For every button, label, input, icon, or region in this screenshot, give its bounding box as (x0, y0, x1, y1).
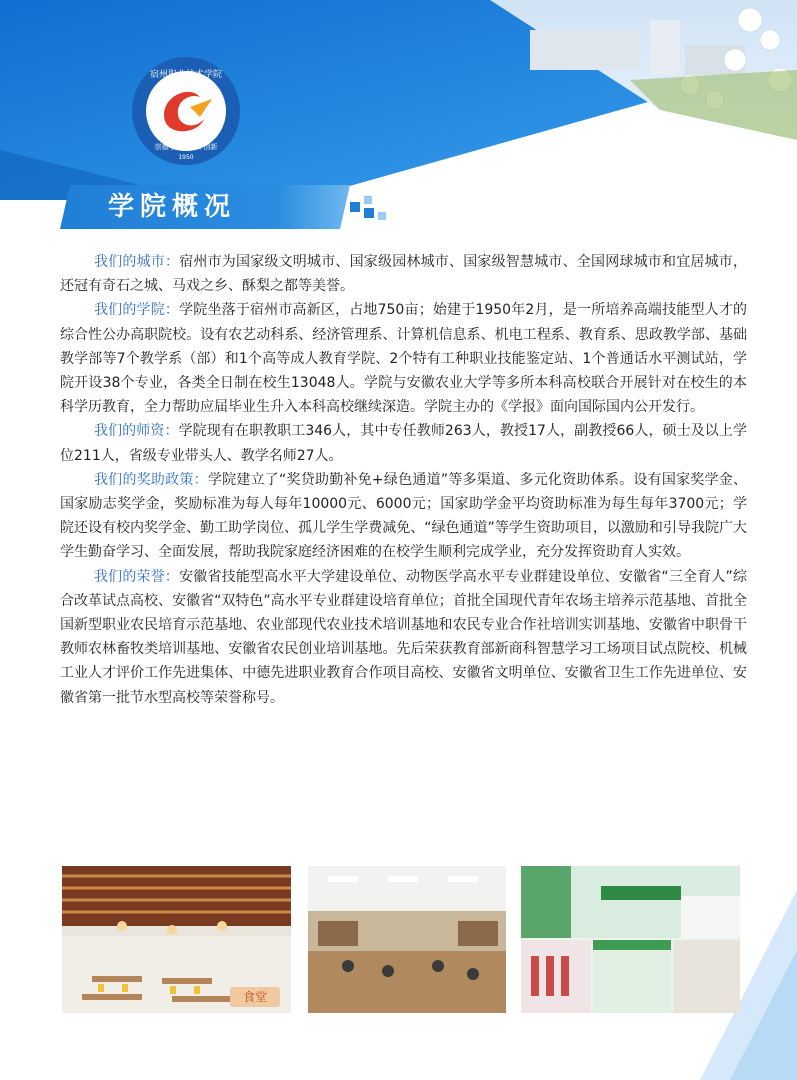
section-title: 学院概况 (108, 192, 237, 222)
decorative-squares (350, 196, 390, 226)
text-city: 宿州市为国家级文明城市、国家级园林城市、国家级智慧城市、全国网球城市和宜居城市，还冠有奇石之城、马戏之乡、酥梨之都等美誉。 (60, 254, 748, 295)
paragraph-faculty (60, 419, 747, 467)
intro-body (60, 250, 747, 710)
library-image (308, 866, 506, 1013)
paragraph-aid-policy (60, 468, 747, 565)
logo-name: 宿州职业技术学院 (149, 70, 223, 80)
campus-photo (490, 0, 797, 140)
photo-library (308, 866, 506, 1013)
text-aid-policy: 学院建立了“奖贷助勤补免+绿色通道”等多渠道、多元化资助体系。设有国家奖学金、国家励志奖学金，奖励标准为每人每年10000元、6000元；国家助学金平均资助标准为每生每年3700元；学院还设有校内奖学金、勤工助学岗位、孤儿学生学费减免、“绿色通道”等学生资助项目，以激励和引导我院广大学生勤奋学习、全面发展，帮助我院家庭经济困难的在校学生顺利完成学业，充分发挥资助育人实效。 (60, 471, 748, 561)
photo-cafeteria (62, 866, 291, 1013)
label-honors: 我们的荣誉： (94, 568, 180, 585)
label-college: 我们的学院： (94, 302, 180, 319)
logo-year: 1950 (178, 154, 194, 161)
text-faculty: 学院现有在职教职工346人，其中专任教师263人，教授17人，副教授66人，硕士及以上学位211人，省级专业带头人、教学名师27人。 (60, 423, 747, 464)
training-center-image (521, 866, 740, 1013)
label-aid-policy: 我们的奖助政策： (94, 471, 208, 488)
logo-motto: 崇德 勤业 求知 创新 (154, 143, 218, 151)
label-city: 我们的城市： (94, 254, 180, 270)
text-honors: 安徽省技能型高水平大学建设单位、动物医学高水平专业群建设单位、安徽省“三全育人”综合改革试点高校、安徽省“双特色”高水平专业群建设培育单位；首批全国现代青年农场主培养示范基地、首批全国新型职业农民培育示范基地、农业部现代农业技术培训基地和农民专业合作社培训实训基地、安徽省中职骨干教师农林畜牧类培训基地、安徽省农民创业培训基地。先后荣获教育部新商科智慧学习工场项目试点院校、机械工业人才评价工作先进集体、中德先进职业教育合作项目高校、安徽省文明单位、安徽省卫生工作先进单位、安徽省第一批节水型高校等荣誉称号。 (60, 568, 747, 706)
photo-caption-cafeteria: 食堂 (230, 987, 280, 1007)
label-faculty: 我们的师资： (94, 423, 179, 440)
paragraph-city (60, 250, 747, 298)
photo-training-center (521, 866, 740, 1013)
college-logo (130, 55, 242, 167)
paragraph-honors (60, 565, 747, 710)
text-college: 学院坐落于宿州市高新区，占地750亩；始建于1950年2月，是一所培养高端技能型人才的综合性公办高职院校。设有农艺动科系、经济管理系、计算机信息系、机电工程系、教育系、思政教学部、基础教学部等7个教学系（部）和1个高等成人教育学院、2个特有工种职业技能鉴定站、1个普通话水平测试站，学院开设38个专业，各类全日制在校生13048人。学院与安徽农业大学等多所本科高校联合开展针对在校生的本科学历教育，全力帮助应届毕业生升入本科高校继续深造。学院主办的《学报》面向国际国内公开发行。 (60, 302, 748, 416)
paragraph-college (60, 298, 747, 419)
